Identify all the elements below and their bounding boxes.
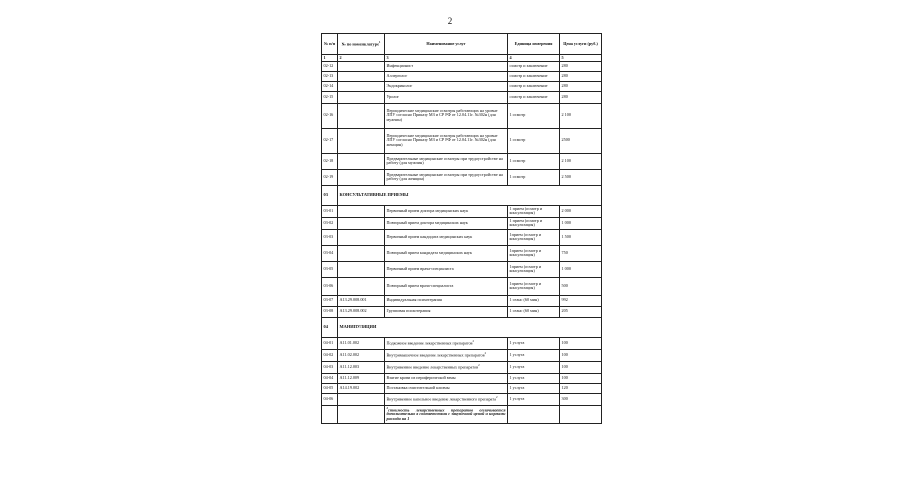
table-row bbox=[322, 261, 602, 277]
cell-num: 02-19 bbox=[322, 169, 338, 185]
table-row bbox=[322, 361, 602, 373]
section-row-manipulations bbox=[322, 317, 602, 337]
cell-nomenclature: A13.29.008.002 bbox=[338, 306, 385, 317]
cell-name: Подкожное введение лекарственных препаратов$^2$ bbox=[385, 337, 508, 349]
table-row bbox=[322, 373, 602, 383]
footnote-text: $^2$стоимость лекарственных препаратов оплачивается дополнительно в соответствии с закупочной ценой и нормами расхода на 1 bbox=[385, 405, 508, 423]
cell-price: 120 bbox=[560, 383, 602, 393]
table-row bbox=[322, 229, 602, 245]
table-row bbox=[322, 393, 602, 405]
cell-unit: 1 услуга bbox=[508, 349, 560, 361]
cell-nomenclature: A14.19.002 bbox=[338, 383, 385, 393]
cell-name: Взятие крови из периферической вены bbox=[385, 373, 508, 383]
table-row bbox=[322, 91, 602, 103]
table-row bbox=[322, 61, 602, 71]
table-row bbox=[322, 277, 602, 295]
cell-num: 03-06 bbox=[322, 277, 338, 295]
cell-nomenclature bbox=[338, 91, 385, 103]
cell-price: 750 bbox=[560, 245, 602, 261]
cell-name: Внутривенное введение лекарственных препаратов$^2$ bbox=[385, 361, 508, 373]
cell-price: 100 bbox=[560, 337, 602, 349]
rows-group-04 bbox=[322, 337, 602, 405]
table-row bbox=[322, 153, 602, 169]
page-number: 2 bbox=[447, 16, 453, 26]
table-row bbox=[322, 169, 602, 185]
cell-nomenclature bbox=[338, 153, 385, 169]
cell-name: Эндокринолог bbox=[385, 81, 508, 91]
cell-nomenclature bbox=[338, 229, 385, 245]
rows-group-02 bbox=[322, 61, 602, 185]
header-num: № п/п bbox=[322, 34, 338, 55]
cell-nomenclature bbox=[338, 245, 385, 261]
cell-price: 100 bbox=[560, 373, 602, 383]
cell-num: 02-16 bbox=[322, 103, 338, 128]
cell-unit: 1 осмотр bbox=[508, 153, 560, 169]
column-index: 2 bbox=[338, 55, 385, 62]
table-row bbox=[322, 71, 602, 81]
table-header-row bbox=[322, 34, 602, 55]
cell-name: Инфекционист bbox=[385, 61, 508, 71]
footnote-row bbox=[322, 405, 602, 423]
price-list-table bbox=[321, 33, 602, 424]
header-unit: Единица измерения bbox=[508, 34, 560, 55]
column-index: 3 bbox=[385, 55, 508, 62]
cell-unit: 1прием (осмотр и консультация) bbox=[508, 277, 560, 295]
cell-num: 03-05 bbox=[322, 261, 338, 277]
cell-num: 03-08 bbox=[322, 306, 338, 317]
cell-name: Повторный прием доктора медицинских наук bbox=[385, 217, 508, 229]
header-nomenclature: № по номенклатуре$^1$ bbox=[338, 34, 385, 55]
cell-price: 2500 bbox=[560, 128, 602, 153]
table-row bbox=[322, 128, 602, 153]
cell-name: Внутривенное капельное введение лекарственного препарата$^2$ bbox=[385, 393, 508, 405]
cell-num: 04-03 bbox=[322, 361, 338, 373]
cell-unit: 1 прием (осмотр и консультация) bbox=[508, 217, 560, 229]
cell-unit: 1 услуга bbox=[508, 383, 560, 393]
cell-name: Первичный прием доктора медицинских наук bbox=[385, 205, 508, 217]
cell-nomenclature bbox=[338, 61, 385, 71]
cell-num: 03-02 bbox=[322, 217, 338, 229]
rows-group-03 bbox=[322, 205, 602, 317]
header-name: Наименование услуг bbox=[385, 34, 508, 55]
cell-price: 1 500 bbox=[560, 229, 602, 245]
header-price: Цена услуги (руб.) bbox=[560, 34, 602, 55]
cell-nomenclature bbox=[338, 103, 385, 128]
cell-price: 280 bbox=[560, 91, 602, 103]
cell-unit: 1прием (осмотр и консультация) bbox=[508, 261, 560, 277]
cell-unit: осмотр и заключение bbox=[508, 61, 560, 71]
cell-name: Внутримышечное введение лекарственных препаратов$^2$ bbox=[385, 349, 508, 361]
cell-nomenclature bbox=[338, 277, 385, 295]
table-row bbox=[322, 295, 602, 306]
table-row bbox=[322, 306, 602, 317]
cell-nomenclature bbox=[338, 393, 385, 405]
cell-nomenclature bbox=[338, 81, 385, 91]
cell-num: 02-13 bbox=[322, 71, 338, 81]
section-code: 03 bbox=[322, 185, 338, 205]
cell-price: 992 bbox=[560, 295, 602, 306]
cell-nomenclature: A11.02.002 bbox=[338, 349, 385, 361]
table-row bbox=[322, 103, 602, 128]
cell-unit: 1 осмотр bbox=[508, 169, 560, 185]
cell-nomenclature bbox=[338, 71, 385, 81]
cell-unit: 1 осмотр bbox=[508, 103, 560, 128]
section-row-consultations bbox=[322, 185, 602, 205]
cell-num: 04-05 bbox=[322, 383, 338, 393]
column-index: 4 bbox=[508, 55, 560, 62]
cell-nomenclature: A11.12.009 bbox=[338, 373, 385, 383]
cell-name: Уролог bbox=[385, 91, 508, 103]
cell-nomenclature bbox=[338, 205, 385, 217]
cell-unit: 1прием (осмотр и консультация) bbox=[508, 245, 560, 261]
cell-nomenclature bbox=[338, 169, 385, 185]
cell-name: Групповая психотерапия bbox=[385, 306, 508, 317]
cell-num: 02-15 bbox=[322, 91, 338, 103]
section-title: КОНСУЛЬТАТИВНЫЕ ПРИЕМЫ bbox=[338, 185, 602, 205]
cell-nomenclature bbox=[338, 261, 385, 277]
cell-unit: 1прием (осмотр и консультация) bbox=[508, 229, 560, 245]
cell-name: Аллерголог bbox=[385, 71, 508, 81]
cell-price: 500 bbox=[560, 277, 602, 295]
cell-unit: 1 услуга bbox=[508, 361, 560, 373]
cell-name: Периодические медицинские осмотры работающих на уровне ЛПУ согласно Приказу МЗ и СР РФ от 12.04.11г. №302н (для мужчин) bbox=[385, 103, 508, 128]
cell-name: Первичный прием кандидата медицинских наук bbox=[385, 229, 508, 245]
cell-name: Повторный прием кандидата медицинских наук bbox=[385, 245, 508, 261]
cell-nomenclature: A13.29.008.001 bbox=[338, 295, 385, 306]
column-index: 5 bbox=[560, 55, 602, 62]
cell-nomenclature bbox=[338, 128, 385, 153]
cell-nomenclature bbox=[338, 217, 385, 229]
cell-price: 2 100 bbox=[560, 103, 602, 128]
cell-price: 280 bbox=[560, 71, 602, 81]
table-row bbox=[322, 217, 602, 229]
cell-num: 04-02 bbox=[322, 349, 338, 361]
cell-num: 02-18 bbox=[322, 153, 338, 169]
cell-name: Предварительные медицинские осмотры при трудоустройстве на работу (для мужчин) bbox=[385, 153, 508, 169]
cell-price: 1 000 bbox=[560, 261, 602, 277]
section-code: 04 bbox=[322, 317, 338, 337]
cell-unit: 1 услуга bbox=[508, 337, 560, 349]
cell-name: Первичный прием врача-специалиста bbox=[385, 261, 508, 277]
cell-num: 03-03 bbox=[322, 229, 338, 245]
cell-name: Предварительные медицинские осмотры при трудоустройстве на работу (для женщин) bbox=[385, 169, 508, 185]
cell-unit: 1 услуга bbox=[508, 373, 560, 383]
cell-name: Периодические медицинские осмотры работающих на уровне ЛПУ согласно Приказу МЗ и СР РФ от 12.04.11г. №302н (для женщин) bbox=[385, 128, 508, 153]
cell-unit: 1 прием (осмотр и консультация) bbox=[508, 205, 560, 217]
cell-num: 02-14 bbox=[322, 81, 338, 91]
table-row bbox=[322, 205, 602, 217]
table-row bbox=[322, 337, 602, 349]
cell-num: 04-04 bbox=[322, 373, 338, 383]
cell-name: Постановка очистительной клизмы bbox=[385, 383, 508, 393]
cell-unit: осмотр и заключение bbox=[508, 81, 560, 91]
cell-price: 100 bbox=[560, 349, 602, 361]
cell-price: 2 000 bbox=[560, 205, 602, 217]
cell-price: 280 bbox=[560, 81, 602, 91]
cell-num: 04-01 bbox=[322, 337, 338, 349]
table-row bbox=[322, 383, 602, 393]
cell-price: 300 bbox=[560, 393, 602, 405]
cell-num: 03-01 bbox=[322, 205, 338, 217]
cell-price: 280 bbox=[560, 61, 602, 71]
table-row bbox=[322, 349, 602, 361]
cell-num: 03-04 bbox=[322, 245, 338, 261]
cell-unit: осмотр и заключение bbox=[508, 91, 560, 103]
cell-name: Повторный прием врача-специалиста bbox=[385, 277, 508, 295]
cell-nomenclature: A11.01.002 bbox=[338, 337, 385, 349]
column-index: 1 bbox=[322, 55, 338, 62]
cell-unit: 1 услуга bbox=[508, 393, 560, 405]
cell-name: Индивидуальная психотерапия bbox=[385, 295, 508, 306]
cell-unit: осмотр и заключение bbox=[508, 71, 560, 81]
table-row bbox=[322, 245, 602, 261]
cell-price: 205 bbox=[560, 306, 602, 317]
cell-num: 03-07 bbox=[322, 295, 338, 306]
section-title: МАНИПУЛЯЦИИ bbox=[338, 317, 602, 337]
cell-num: 02-17 bbox=[322, 128, 338, 153]
table-row bbox=[322, 81, 602, 91]
cell-price: 2 100 bbox=[560, 153, 602, 169]
cell-price: 2 500 bbox=[560, 169, 602, 185]
cell-price: 1 000 bbox=[560, 217, 602, 229]
cell-nomenclature: A11.12.003 bbox=[338, 361, 385, 373]
cell-unit: 1 сеанс (60 мин) bbox=[508, 306, 560, 317]
cell-num: 02-12 bbox=[322, 61, 338, 71]
cell-unit: 1 осмотр bbox=[508, 128, 560, 153]
cell-unit: 1 сеанс (60 мин) bbox=[508, 295, 560, 306]
cell-num: 04-06 bbox=[322, 393, 338, 405]
cell-price: 100 bbox=[560, 361, 602, 373]
